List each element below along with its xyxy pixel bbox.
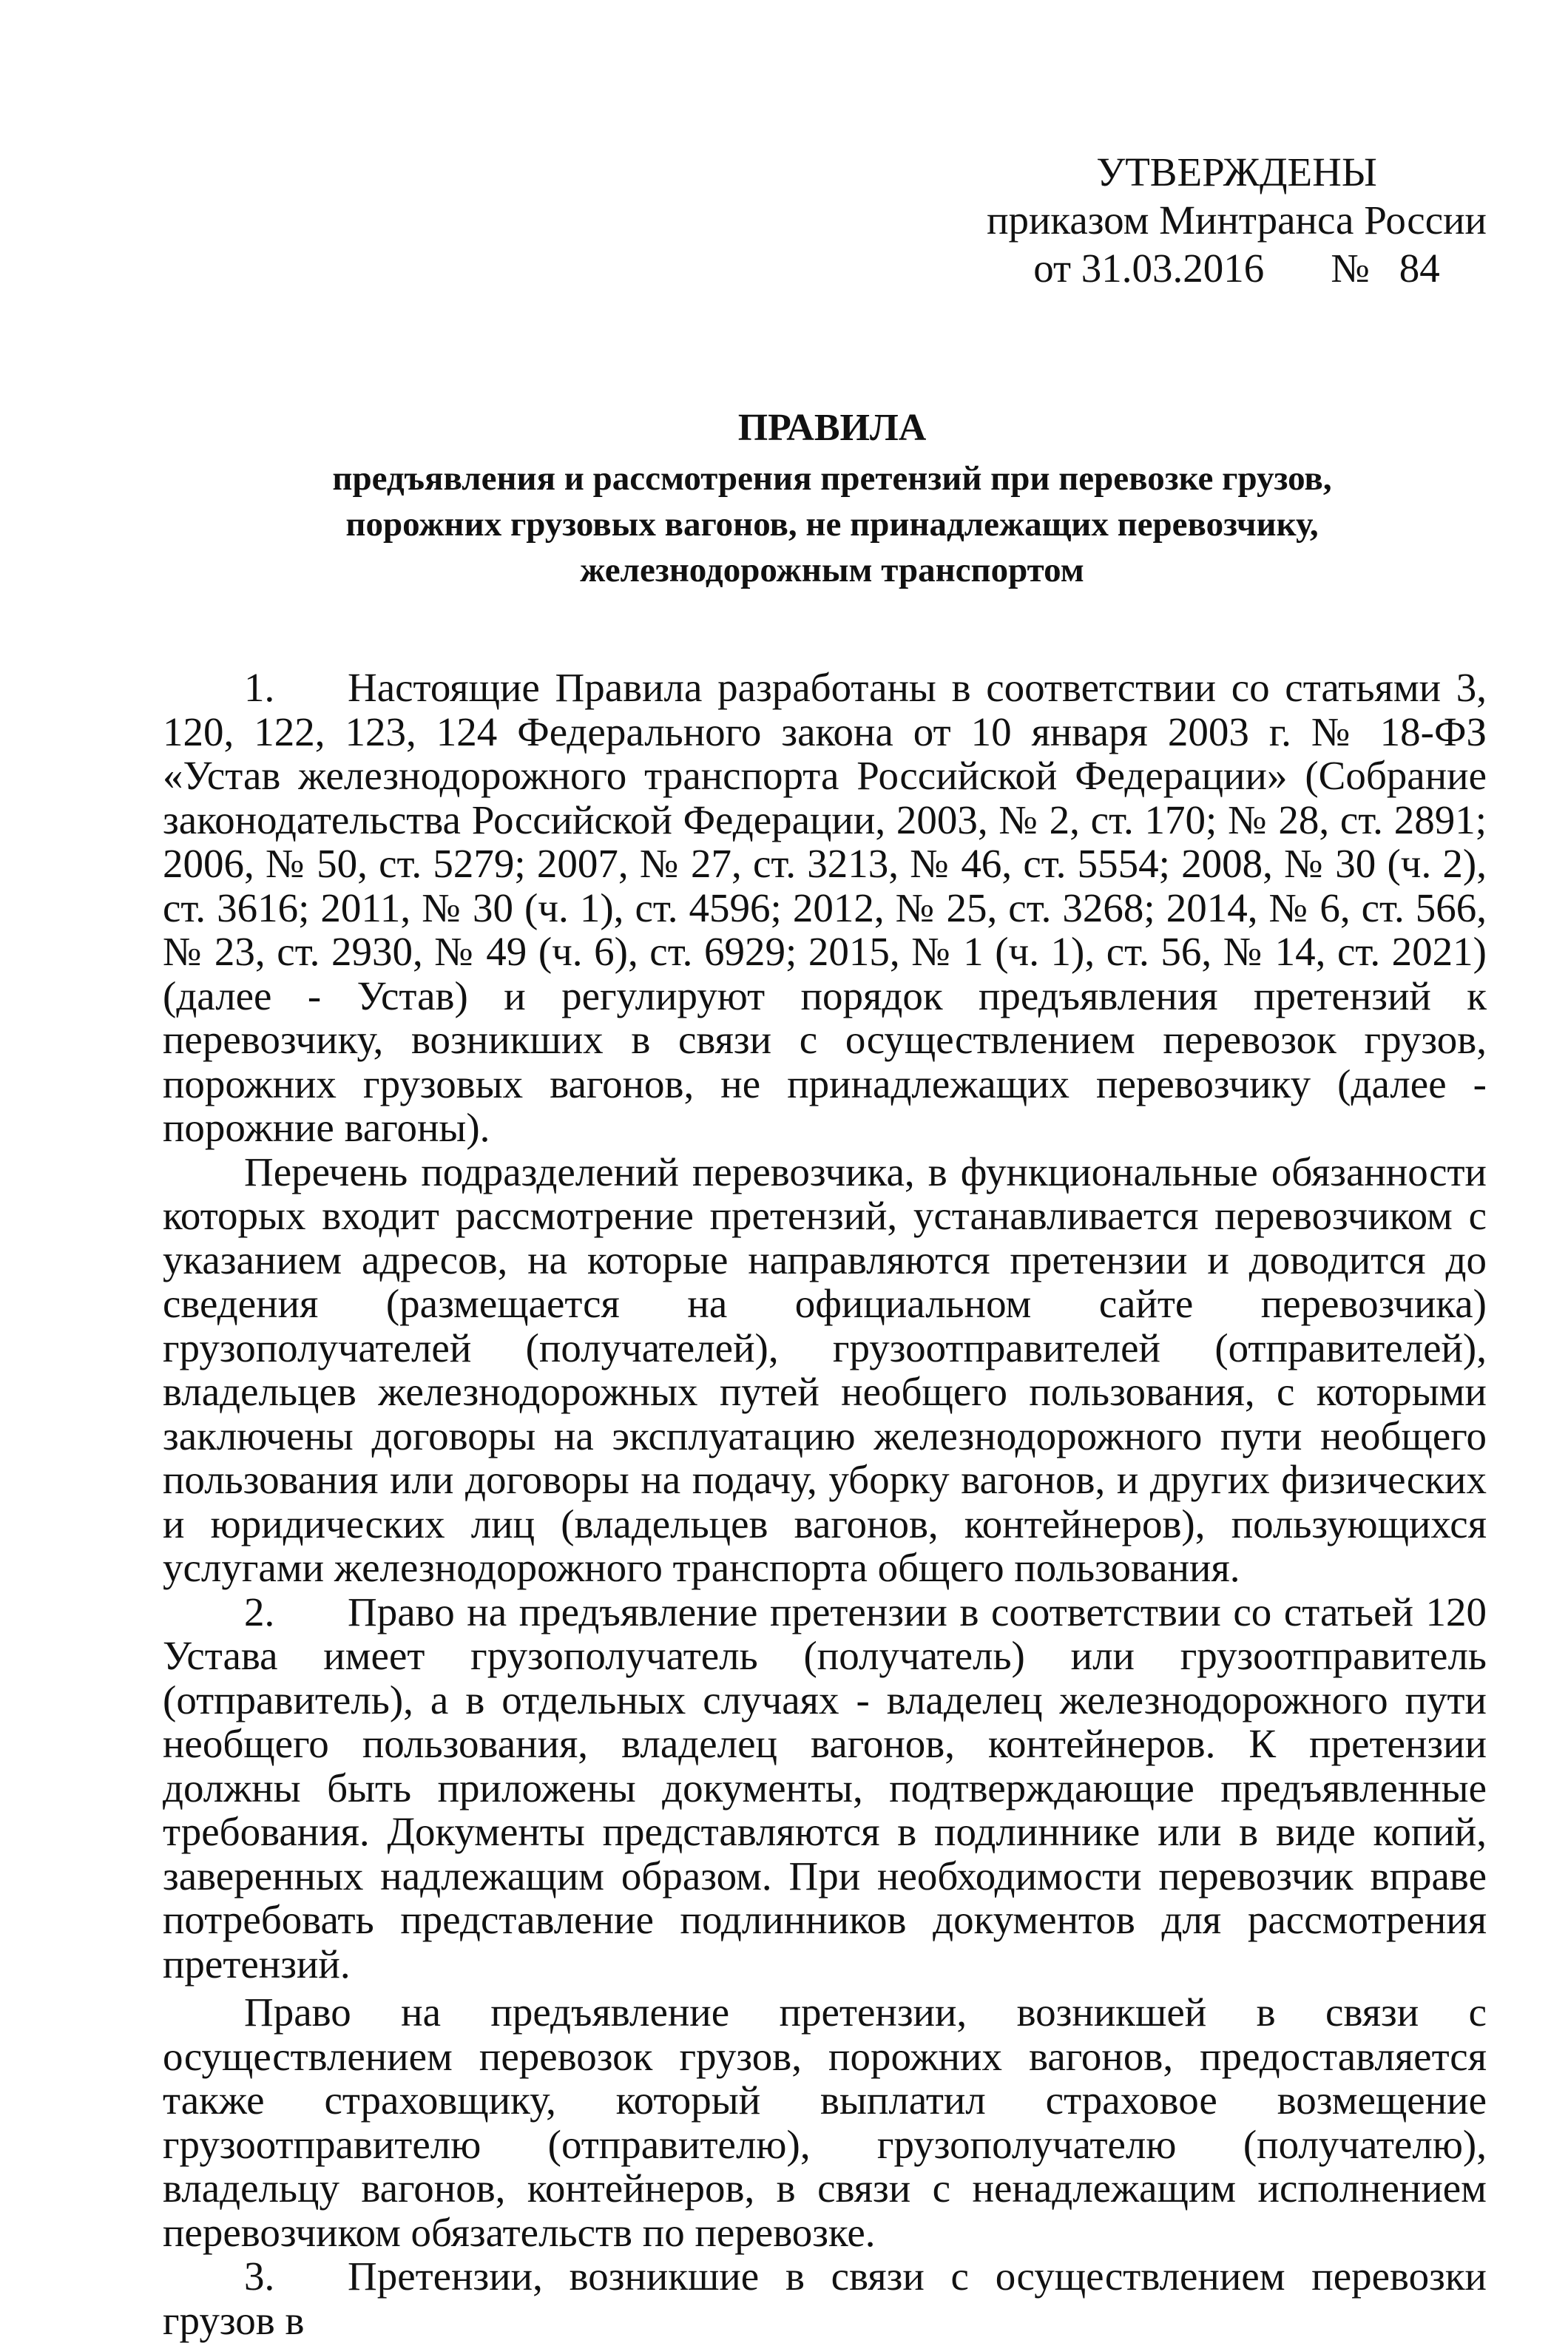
title-main: ПРАВИЛА	[737, 407, 927, 449]
paragraph-text: Право на предъявление претензии, возникшей в связи с осуществлением перевозок грузов, порожних вагонов, предоставляется также страховщику, который выплатил страховое возмещение грузоотправителю (отправителю), грузополучателю (получателю), владельцу вагонов, контейнеров, в связи с ненадлежащим исполнением перевозчиком обязательств по перевозке.	[163, 1989, 1487, 2255]
paragraph-1	[163, 666, 1487, 1150]
paragraph-1-continued	[163, 1150, 1487, 1590]
paragraph-number: 2.	[244, 1589, 275, 1634]
paragraph-text: Право на предъявление претензии в соответствии со статьей 120 Устава имеет грузополучатель (получатель) или грузоотправитель (отправитель), а в отдельных случаях - владелец железнодорожного пути необщего пользования, владелец вагонов, контейнеров. К претензии должны быть приложены документы, подтверждающие предъявленные требования. Документы представляются в подлиннике или в виде копий, заверенных надлежащим образом. При необходимости перевозчик вправе потребовать представление подлинников документов для рассмотрения претензий.	[163, 1589, 1487, 1987]
paragraph-text: Настоящие Правила разработаны в соответствии со статьями 3, 120, 122, 123, 124 Федерального закона от 10 января 2003 г. № 18-ФЗ «Устав железнодорожного транспорта Российской Федерации» (Собрание законодательства Российской Федерации, 2003, № 2, ст. 170; № 28, ст. 2891; 2006, № 50, ст. 5279; 2007, № 27, ст. 3213, № 46, ст. 5554; 2008, № 30 (ч. 2), ст. 3616; 2011, № 30 (ч. 1), ст. 4596; 2012, № 25, ст. 3268; 2014, № 6, ст. 566, № 23, ст. 2930, № 49 (ч. 6), ст. 6929; 2015, № 1 (ч. 1), ст. 56, № 14, ст. 2021) (далее - Устав) и регулируют порядок предъявления претензий к перевозчику, возникших в связи с осуществлением перевозок грузов, порожних грузовых вагонов, не принадлежащих перевозчику (далее - порожние вагоны).	[163, 665, 1487, 1150]
title-line-2: порожних грузовых вагонов, не принадлежащих перевозчику,	[345, 505, 1319, 544]
paragraph-2	[163, 1590, 1487, 1987]
document-title	[178, 405, 1487, 593]
paragraph-text: Претензии, возникшие в связи с осуществлением перевозки грузов в	[163, 2254, 1487, 2343]
approval-heading: УТВЕРЖДЕНЫ	[1096, 149, 1377, 195]
document-body	[163, 666, 1487, 2342]
approval-order-line: приказом Минтранса России	[987, 197, 1487, 243]
paragraph-number: 1.	[244, 665, 275, 710]
paragraph-3	[163, 2254, 1487, 2342]
title-line-3: железнодорожным транспортом	[580, 551, 1084, 589]
approval-stamp	[987, 148, 1487, 292]
title-line-1: предъявления и рассмотрения претензий при перевозке грузов,	[332, 459, 1332, 498]
paragraph-text: Перечень подразделений перевозчика, в функциональные обязанности которых входит рассмотрение претензий, устанавливается перевозчиком с указанием адресов, на которые направляются претензии и доводится до сведения (размещается на официальном сайте перевозчика) грузополучателей (получателей), грузоотправителей (отправителей), владельцев железнодорожных путей необщего пользования, с которыми заключены договоры на эксплуатацию железнодорожного пути необщего пользования или договоры на подачу, уборку вагонов, и других физических и юридических лиц (владельцев вагонов, контейнеров), пользующихся услугами железнодорожного транспорта общего пользования.	[163, 1149, 1487, 1590]
paragraph-2-continued	[163, 1990, 1487, 2254]
approval-date-row	[987, 244, 1487, 292]
order-number: 84	[1399, 246, 1440, 291]
paragraph-number: 3.	[244, 2254, 275, 2299]
approval-date: от 31.03.2016	[1033, 246, 1265, 291]
number-sign: №	[1331, 246, 1370, 291]
